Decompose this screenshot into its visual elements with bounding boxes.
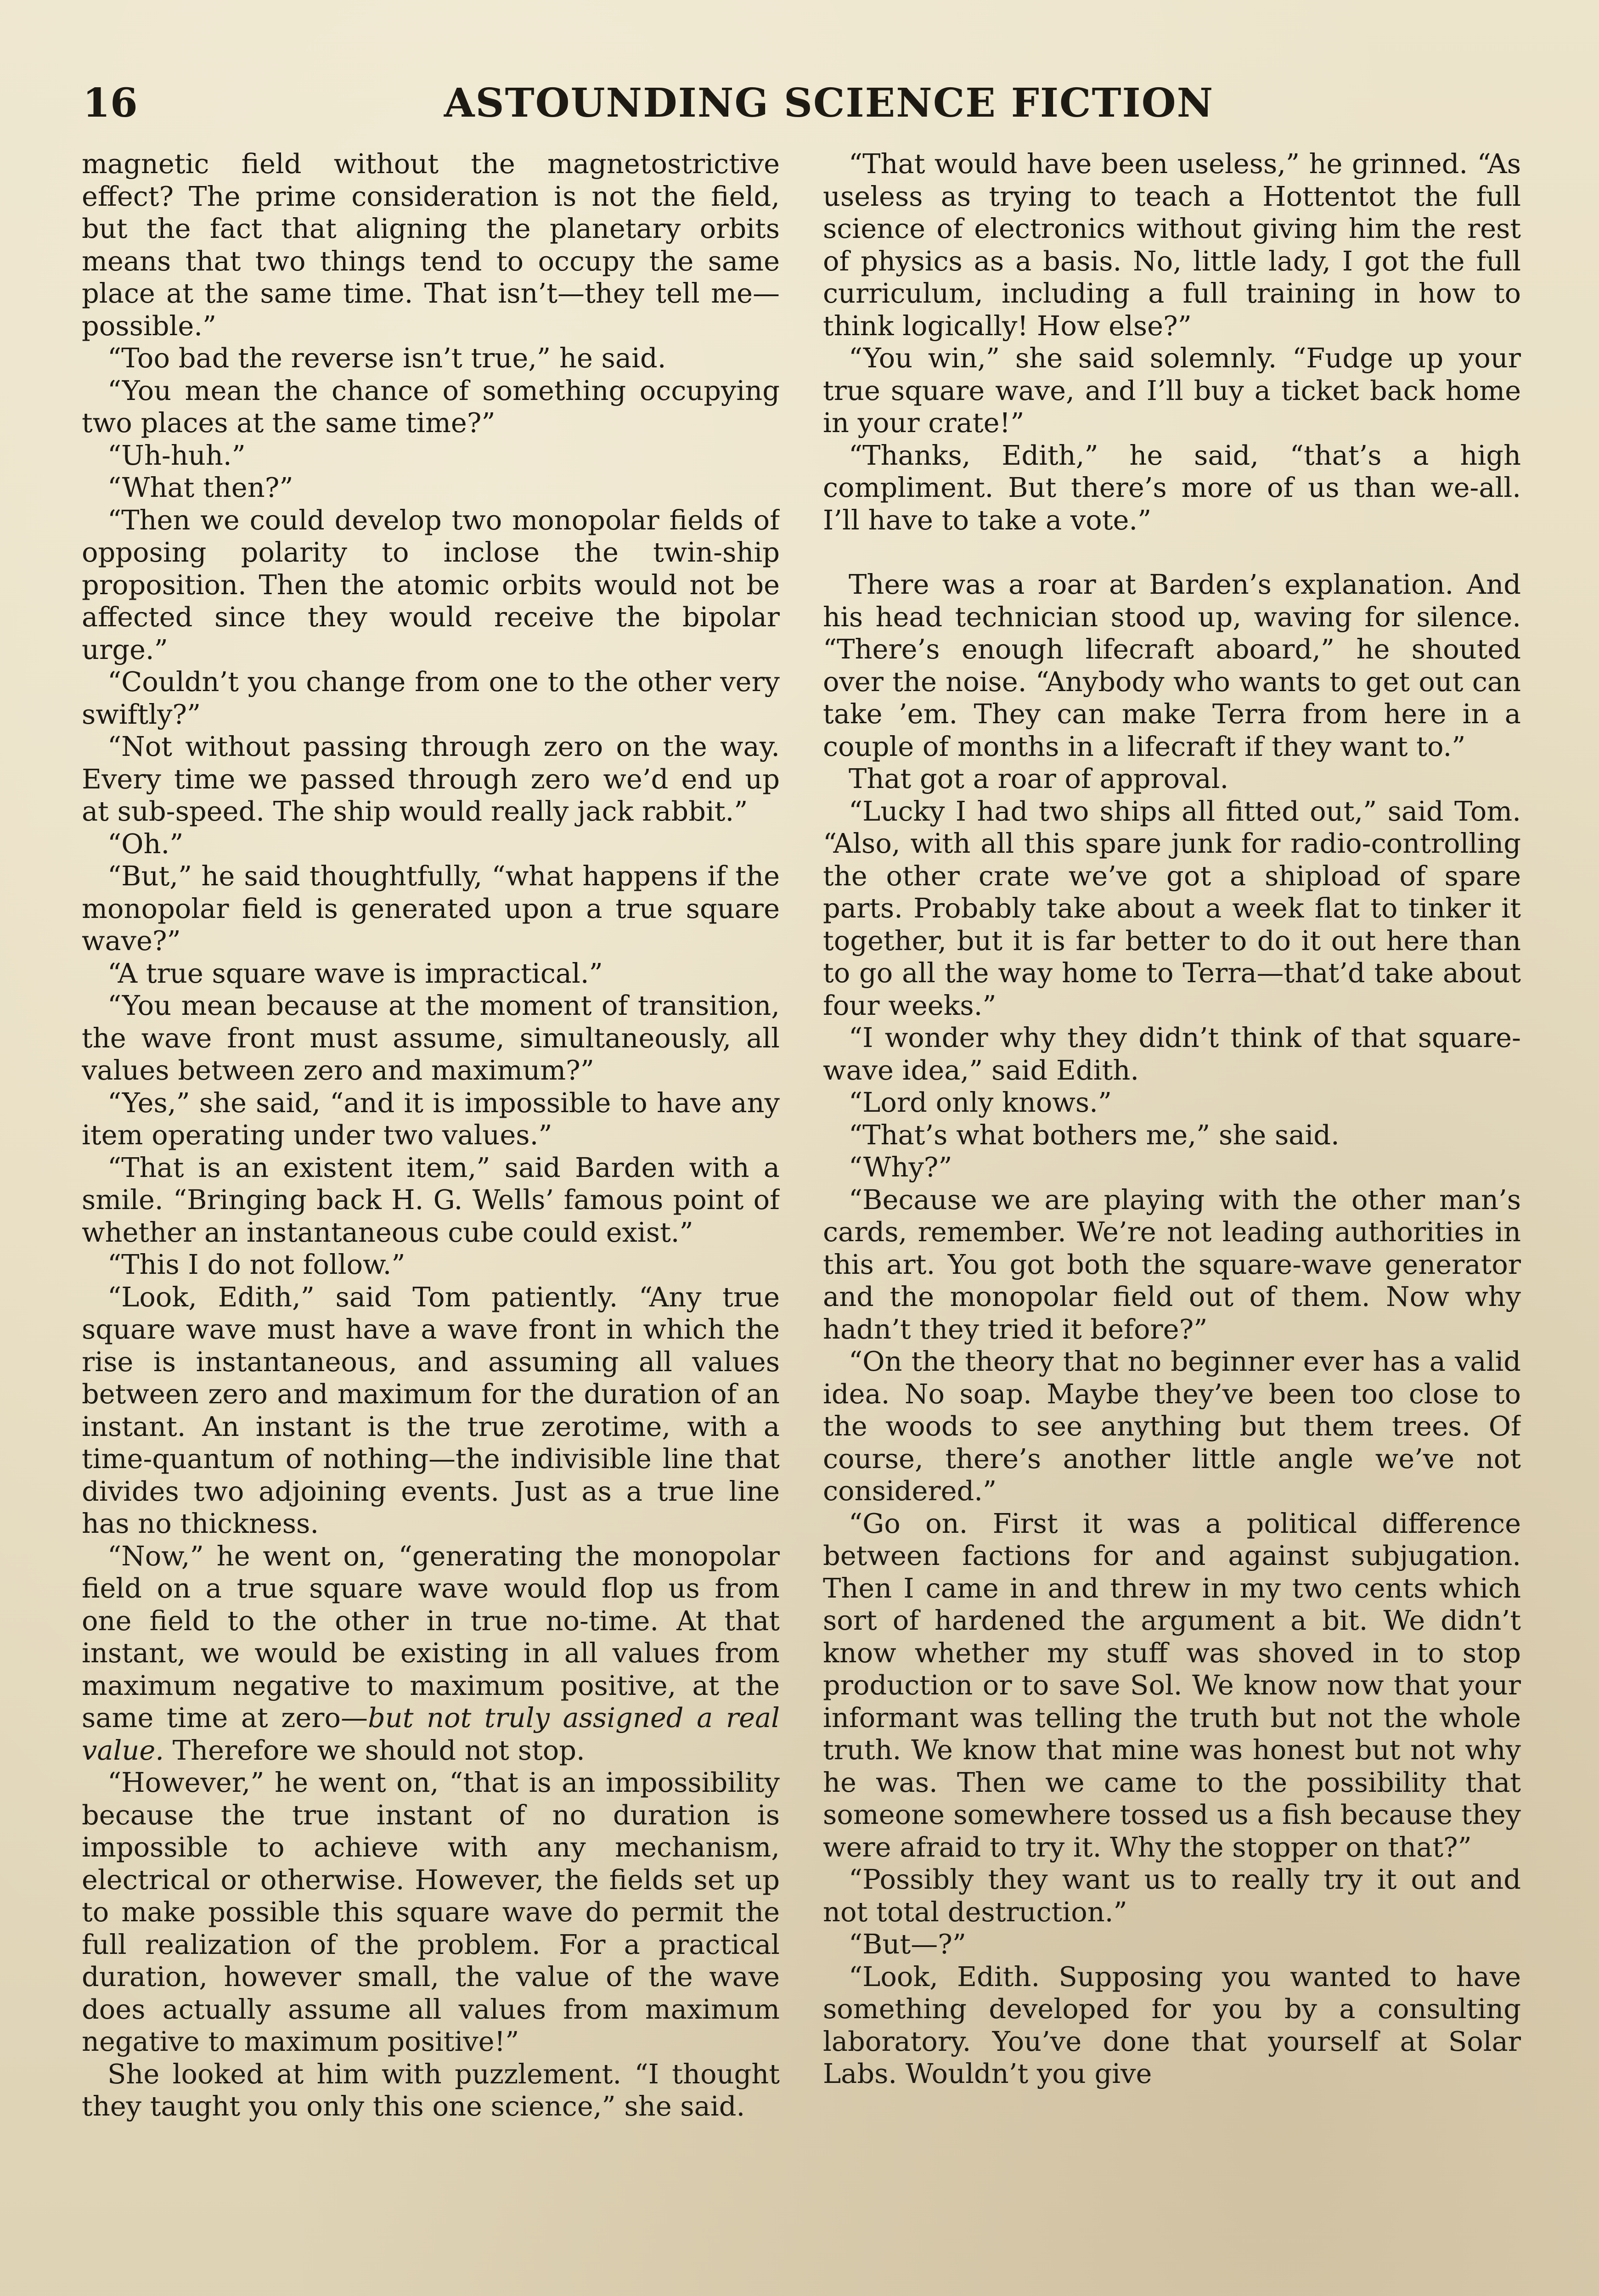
paragraph: “That’s what bothers me,” she said. (849, 1119, 1340, 1151)
paragraph: “Yes,” she said, “and it is impossible to have any item operating under two values.” (82, 1086, 780, 1151)
paragraph: She looked at him with puzzlement. “I thought they taught you only this one science,” she said. (82, 2058, 780, 2122)
running-title: ASTOUNDING SCIENCE FICTION (444, 80, 1214, 126)
paragraph: “That would have been useless,” he grinned. “As useless as trying to teach a Hottentot the full science of electronics without giving him the rest of physics as a basis. No, little lady, I got the full curriculum, including a full training in how to think logically! How else?” (823, 148, 1521, 342)
paragraph: “However,” he went on, “that is an impossibility because the true instant of no duration is impossible to achieve with any mechanism, electrical or otherwise. However, the fields set up to make possible this square wave do permit the full realization of the problem. For a practical duration, however small, the value of the wave does actually assume all values from maximum negative to maximum positive!” (82, 1767, 780, 2057)
paragraph: “I wonder why they didn’t think of that square-wave idea,” said Edith. (823, 1022, 1521, 1086)
paragraph: “Look, Edith. Supposing you wanted to have something developed for you by a consulting laboratory. You’ve done that yourself at Solar Labs. Wouldn’t you give (823, 1960, 1521, 2089)
paragraph: There was a roar at Barden’s explanation. And his head technician stood up, waving for silence. “There’s enough lifecraft aboard,” he shouted over the noise. “Anybody who wants to get out can take ’em. They can make Terra from here in a couple of months in a lifecraft if they want to.” (823, 568, 1521, 762)
left-column (82, 148, 780, 2296)
paragraph: “Couldn’t you change from one to the other very swiftly?” (82, 666, 780, 730)
paragraph: “Because we are playing with the other man’s cards, remember. We’re not leading authorities in this art. You got both the square-wave generator and the monopolar field out of them. Now why hadn’t they tried it before?” (823, 1183, 1521, 1345)
paragraph-text: “Now,” he went on, “generating the monopolar field on a true square wave would flop us from one field to the other in true no-time. At that instant, we would be existing in all values from maximum negative to maximum positive, at the same time at zero— (82, 1540, 780, 1733)
paragraph: “That is an existent item,” said Barden with a smile. “Bringing back H. G. Wells’ famous point of whether an instantaneous cube could exist.” (82, 1151, 780, 1248)
paragraph: “Oh.” (107, 827, 184, 860)
paragraph: “Possibly they want us to really try it out and not total destruction.” (823, 1863, 1521, 1928)
paragraph: “You mean the chance of something occupying two places at the same time?” (82, 374, 780, 439)
right-column (823, 148, 1521, 2296)
page-header (83, 73, 1520, 133)
paragraph: That got a roar of approval. (849, 763, 1229, 794)
paragraph: “Go on. First it was a political difference between factions for and against subjugation. Then I came in and threw in my two cents which sort of hardened the argument a bit. We didn’t know whether my stuff was shoved in to stop production or to save Sol. We know now that your informant was telling the truth but not the whole truth. We know that mine was honest but not why he was. Then we came to the possibility that someone somewhere tossed us a fish because they were afraid to try it. Why the stopper on that?” (823, 1507, 1521, 1863)
paragraph: “Uh-huh.” (107, 439, 246, 471)
paragraph: “This I do not follow.” (107, 1249, 405, 1280)
paragraph: “But,” he said thoughtfully, “what happens if the monopolar field is generated upon a true square wave?” (82, 860, 780, 957)
paragraph: “Look, Edith,” said Tom patiently. “Any true square wave must have a wave front in which the rise is instantaneous, and assuming all values between zero and maximum for the duration of an instant. An instant is the true zerotime, with a time-quantum of nothing—the indivisible line that divides two adjoining events. Just as a true line has no thickness. (82, 1281, 780, 1539)
paragraph: “Lord only knows.” (849, 1086, 1112, 1118)
paragraph-text: Therefore we should not stop. (164, 1734, 585, 1766)
paragraph: “Too bad the reverse isn’t true,” he said. (107, 342, 666, 374)
paragraph: “On the theory that no beginner ever has a valid idea. No soap. Maybe they’ve been too close to the woods to see anything but them trees. Of course, there’s another little angle we’ve not considered.” (823, 1345, 1521, 1507)
paragraph: “But—?” (849, 1928, 967, 1960)
paragraph: “Thanks, Edith,” he said, “that’s a high compliment. But there’s more of us than we-all. I’ll have to take a vote.” (823, 439, 1521, 536)
paragraph: “You win,” she said solemnly. “Fudge up your true square wave, and I’ll buy a ticket back home in your crate!” (823, 342, 1521, 439)
paragraph: “Why?” (849, 1151, 952, 1183)
page-number: 16 (83, 80, 138, 126)
paragraph: “Then we could develop two monopolar fields of opposing polarity to inclose the twin-ship proposition. Then the atomic orbits would not be affected since they would receive the bipolar urge.” (82, 504, 780, 665)
paragraph: magnetic field without the magnetostrictive effect? The prime consideration is not the field, but the fact that aligning the planetary orbits means that two things tend to occupy the same place at the same time. That isn’t—they tell me—possible.” (82, 148, 780, 342)
italic-phrase: but not truly assigned a real value. (82, 1702, 780, 1766)
paragraph (82, 1540, 780, 1767)
paragraph: “You mean because at the moment of transition, the wave front must assume, simultaneously, all values between zero and maximum?” (82, 990, 780, 1086)
paragraph: “What then?” (107, 472, 293, 503)
paragraph: “Not without passing through zero on the way. Every time we passed through zero we’d end up at sub-speed. The ship would really jack rabbit.” (82, 731, 780, 827)
paragraph: “A true square wave is impractical.” (107, 957, 603, 989)
paragraph: “Lucky I had two ships all fitted out,” said Tom. “Also, with all this spare junk for radio-controlling the other crate we’ve got a shipload of spare parts. Probably take about a week flat to tinker it together, but it is far better to do it out here than to go all the way home to Terra—that’d take about four weeks.” (823, 795, 1521, 1021)
